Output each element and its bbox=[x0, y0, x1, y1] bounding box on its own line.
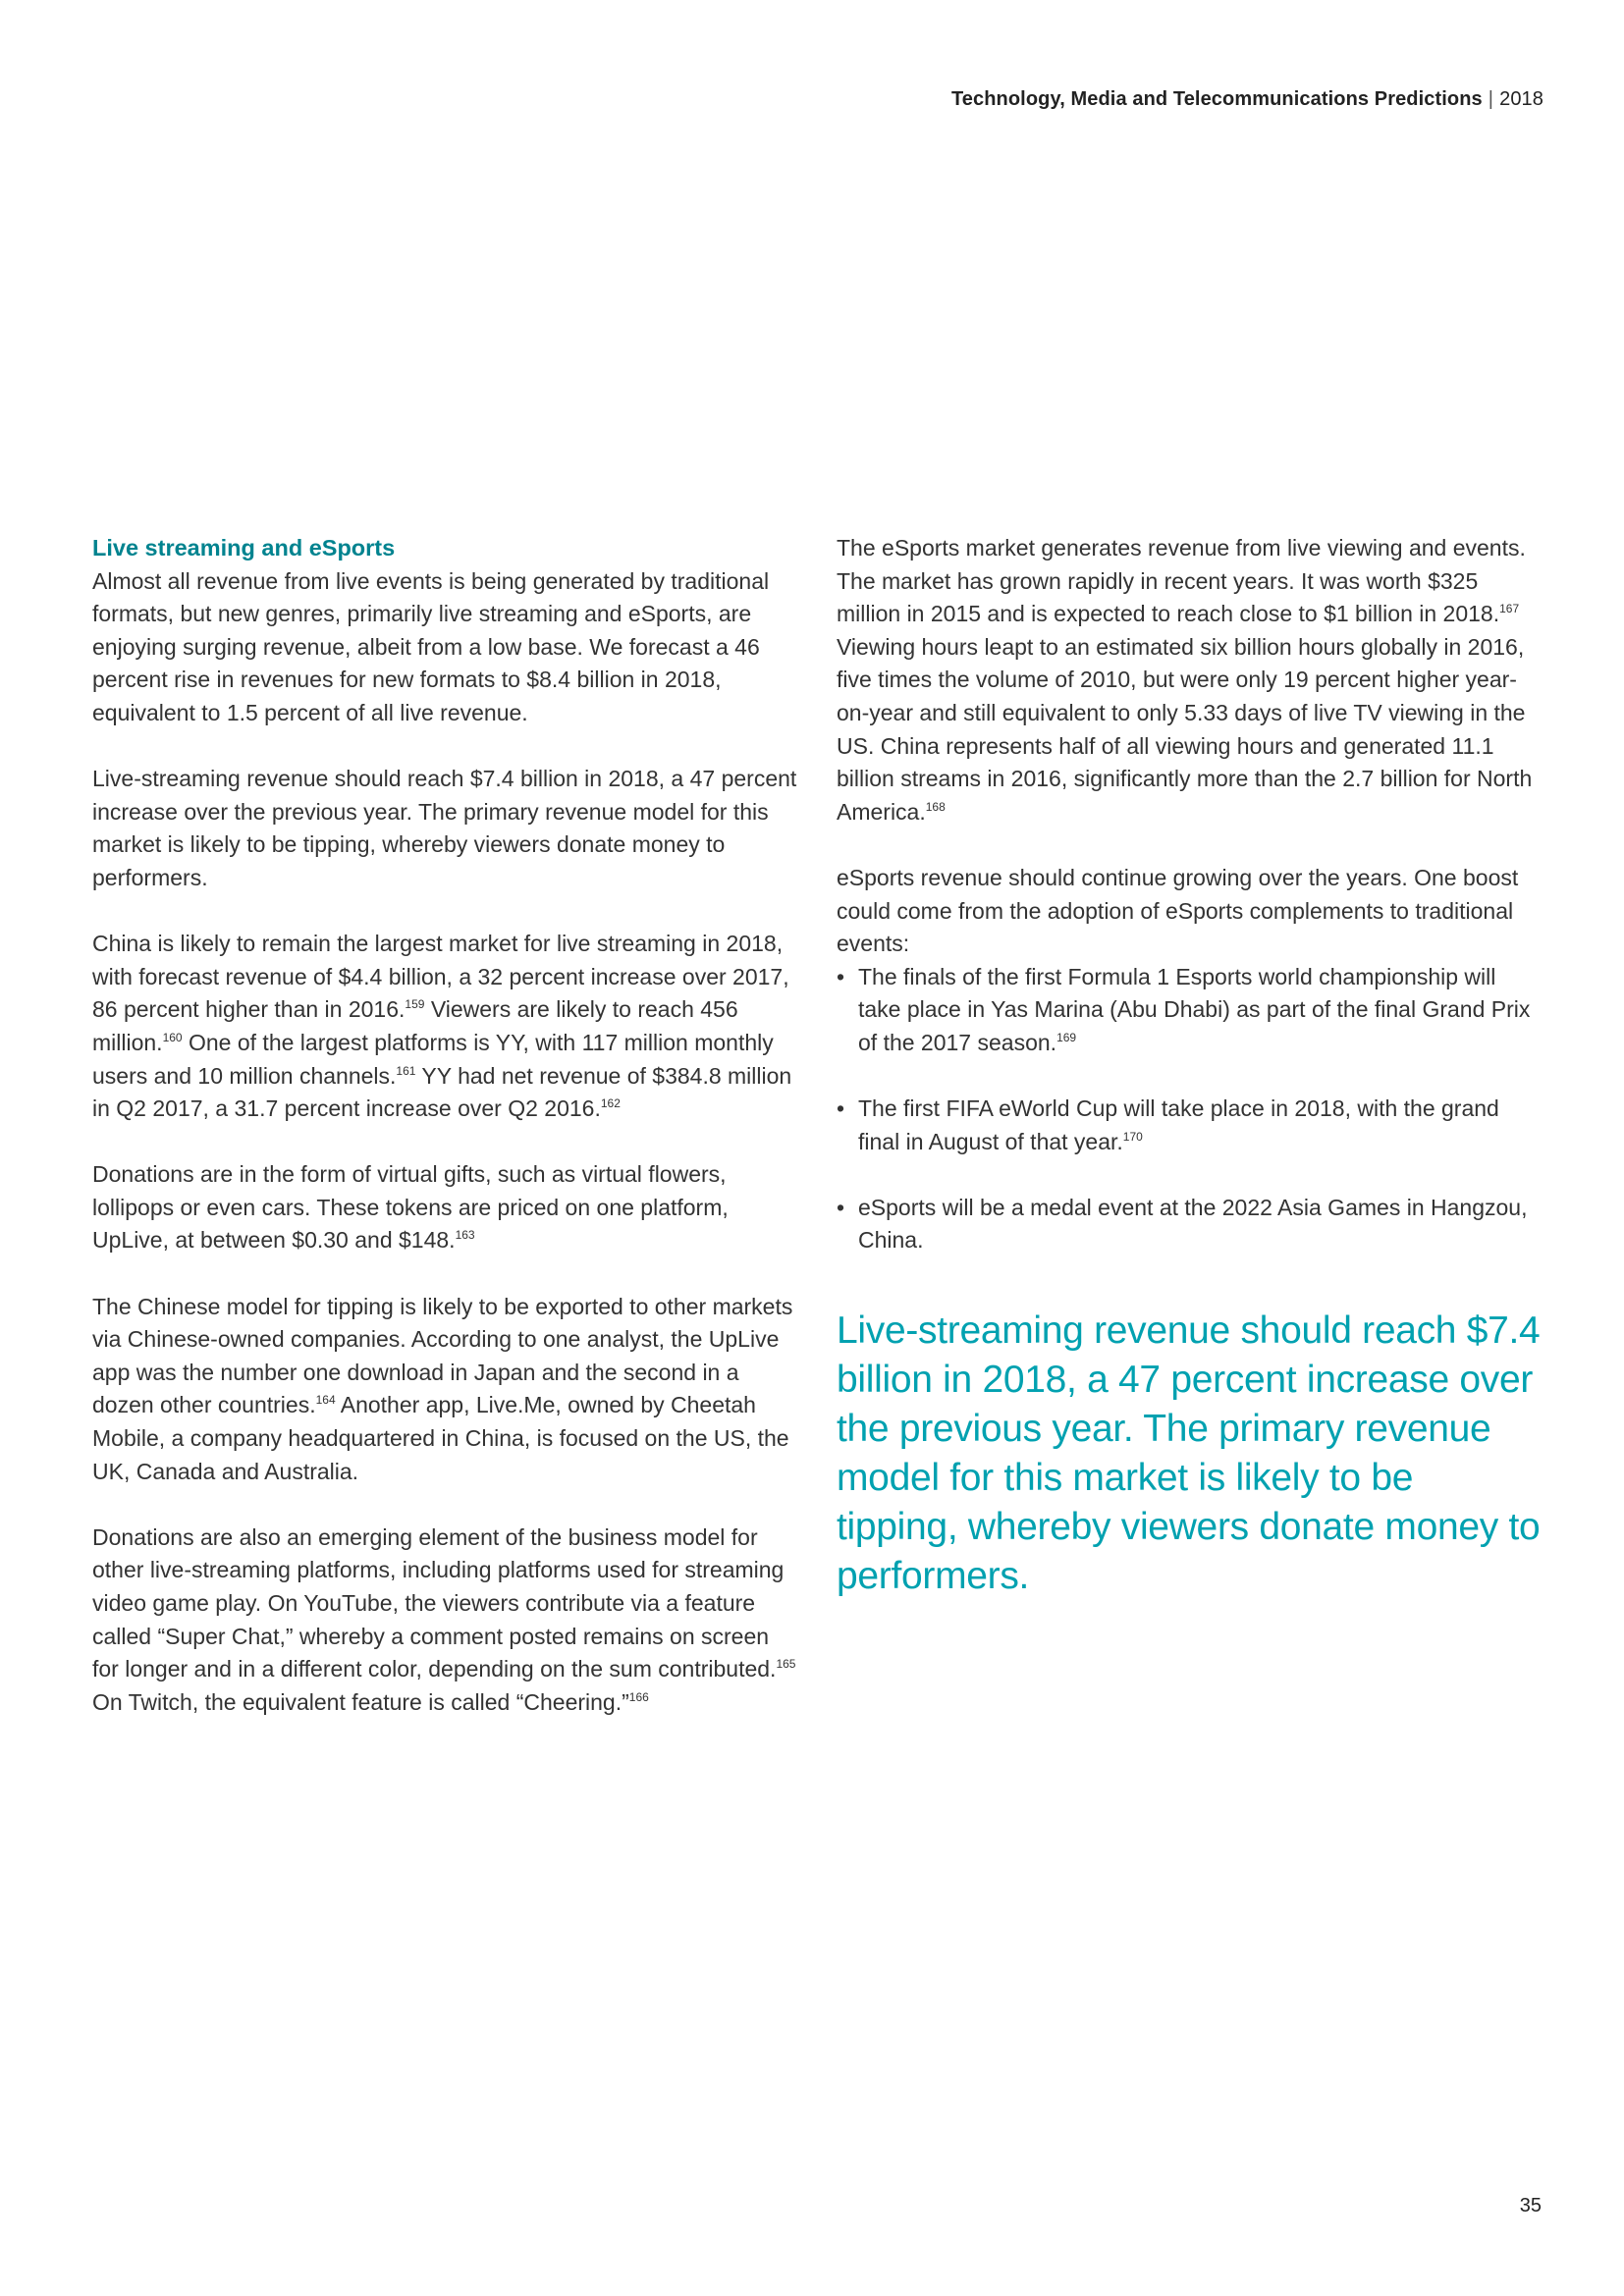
running-header bbox=[951, 88, 1543, 111]
bullet-dot-icon: • bbox=[837, 1095, 845, 1122]
footnote-ref: 160 bbox=[162, 1030, 183, 1044]
left-paragraphs bbox=[92, 565, 799, 1720]
right-column bbox=[837, 532, 1543, 1601]
page-number: 35 bbox=[1519, 2195, 1542, 2216]
body-paragraph: Donations are also an emerging element of the business model for other live-streaming platforms, including platforms used for streaming video game play. On YouTube, the viewers contribute via a feature called “Super Chat,” whereby a comment posted remains on screen for longer and in a different color, depending on the sum contributed.$^{165}$ On Twitch, the equivalent feature is called “Cheering.”$^{166}$ bbox=[92, 1523, 796, 1715]
header-separator: | bbox=[1488, 88, 1494, 110]
bullet-dot-icon: • bbox=[837, 1194, 845, 1220]
right-paragraphs bbox=[837, 532, 1543, 961]
bullet-item: • eSports will be a medal event at the 2022 Asia Games in Hangzou, China. bbox=[837, 1192, 1543, 1257]
footnote-ref: 161 bbox=[396, 1063, 416, 1078]
footnote-ref: 170 bbox=[1122, 1129, 1143, 1144]
body-paragraph: Almost all revenue from live events is being generated by traditional formats, but new genres, primarily live streaming and eSports, are enjoying surging revenue, albeit from a low base. We forecast a 46 percent rise in revenues for new formats to $8.4 billion in 2018, equivalent to 1.5 percent of all live revenue. bbox=[92, 567, 770, 725]
body-paragraph: Live-streaming revenue should reach $7.4 billion in 2018, a 47 percent increase over the previous year. The primary revenue model for this market is likely to be tipping, whereby viewers donate money to performers. bbox=[92, 766, 797, 890]
body-paragraph: China is likely to remain the largest market for live streaming in 2018, with forecast revenue of $4.4 billion, a 32 percent increase over 2017, 86 percent higher than in 2016.$^{159}$ Viewers are likely to reach 456 million.$^{160}$ One of the largest platforms is YY, with 117 million monthly users and 10 million channels.$^{161}$ YY had net revenue of $384.8 million in Q2 2017, a 31.7 percent increase over Q2 2016.$^{162}$ bbox=[92, 931, 792, 1122]
footnote-ref: 162 bbox=[600, 1096, 621, 1111]
footnote-ref: 159 bbox=[405, 997, 425, 1012]
body-paragraph: The Chinese model for tipping is likely to be exported to other markets via Chinese-owned companies. According to one analyst, the UpLive app was the number one download in Japan and the second in a dozen other countries.$^{164}$ Another app, Live.Me, owned by Cheetah Mobile, a company headquartered in China, is focused on the US, the UK, Canada and Australia. bbox=[92, 1293, 793, 1484]
bullet-list bbox=[837, 961, 1543, 1257]
footnote-ref: 169 bbox=[1056, 1030, 1077, 1044]
footnote-ref: 164 bbox=[315, 1393, 336, 1408]
footnote-ref: 167 bbox=[1499, 602, 1520, 616]
body-paragraph: eSports revenue should continue growing over the years. One boost could come from the adoption of eSports complements to traditional events: bbox=[837, 864, 1519, 957]
bullet-dot-icon: • bbox=[837, 963, 845, 989]
body-paragraph: Donations are in the form of virtual gifts, such as virtual flowers, lollipops or even cars. These tokens are priced on one platform, UpLive, at between $0.30 and $148.$^{163}$ bbox=[92, 1161, 729, 1254]
bullet-item: • The finals of the first Formula 1 Esports world championship will take place in Yas Marina (Abu Dhabi) as part of the final Grand Prix of the 2017 season.$^{169}$ bbox=[837, 961, 1543, 1060]
pull-quote: Live-streaming revenue should reach $7.4 billion in 2018, a 47 percent increase over the previous year. The primary revenue model for this market is likely to be tipping, whereby viewers donate money to performers. bbox=[837, 1309, 1541, 1598]
footnote-ref: 166 bbox=[628, 1689, 649, 1704]
footnote-ref: 168 bbox=[925, 799, 946, 814]
publication-year: 2018 bbox=[1499, 88, 1543, 110]
section-heading: Live streaming and eSports bbox=[92, 535, 396, 561]
footnote-ref: 163 bbox=[455, 1228, 475, 1243]
bullet-item: • The first FIFA eWorld Cup will take place in 2018, with the grand final in August of that year.$^{170}$ bbox=[837, 1093, 1543, 1158]
body-paragraph: The eSports market generates revenue from live viewing and events. The market has grown rapidly in recent years. It was worth $325 million in 2015 and is expected to reach close to $1 billion in 2018.$^{167}$ Viewing hours leapt to an estimated six billion hours globally in 2016, five times the volume of 2010, but were only 19 percent higher year-on-year and still equivalent to only 5.33 days of live TV viewing in the US. China represents half of all viewing hours and generated 11.1 billion streams in 2016, significantly more than the 2.7 billion for North America.$^{168}$ bbox=[837, 535, 1533, 825]
footnote-ref: 165 bbox=[776, 1657, 796, 1672]
left-column bbox=[92, 532, 799, 1719]
publication-title: Technology, Media and Telecommunications Predictions bbox=[950, 88, 1483, 110]
